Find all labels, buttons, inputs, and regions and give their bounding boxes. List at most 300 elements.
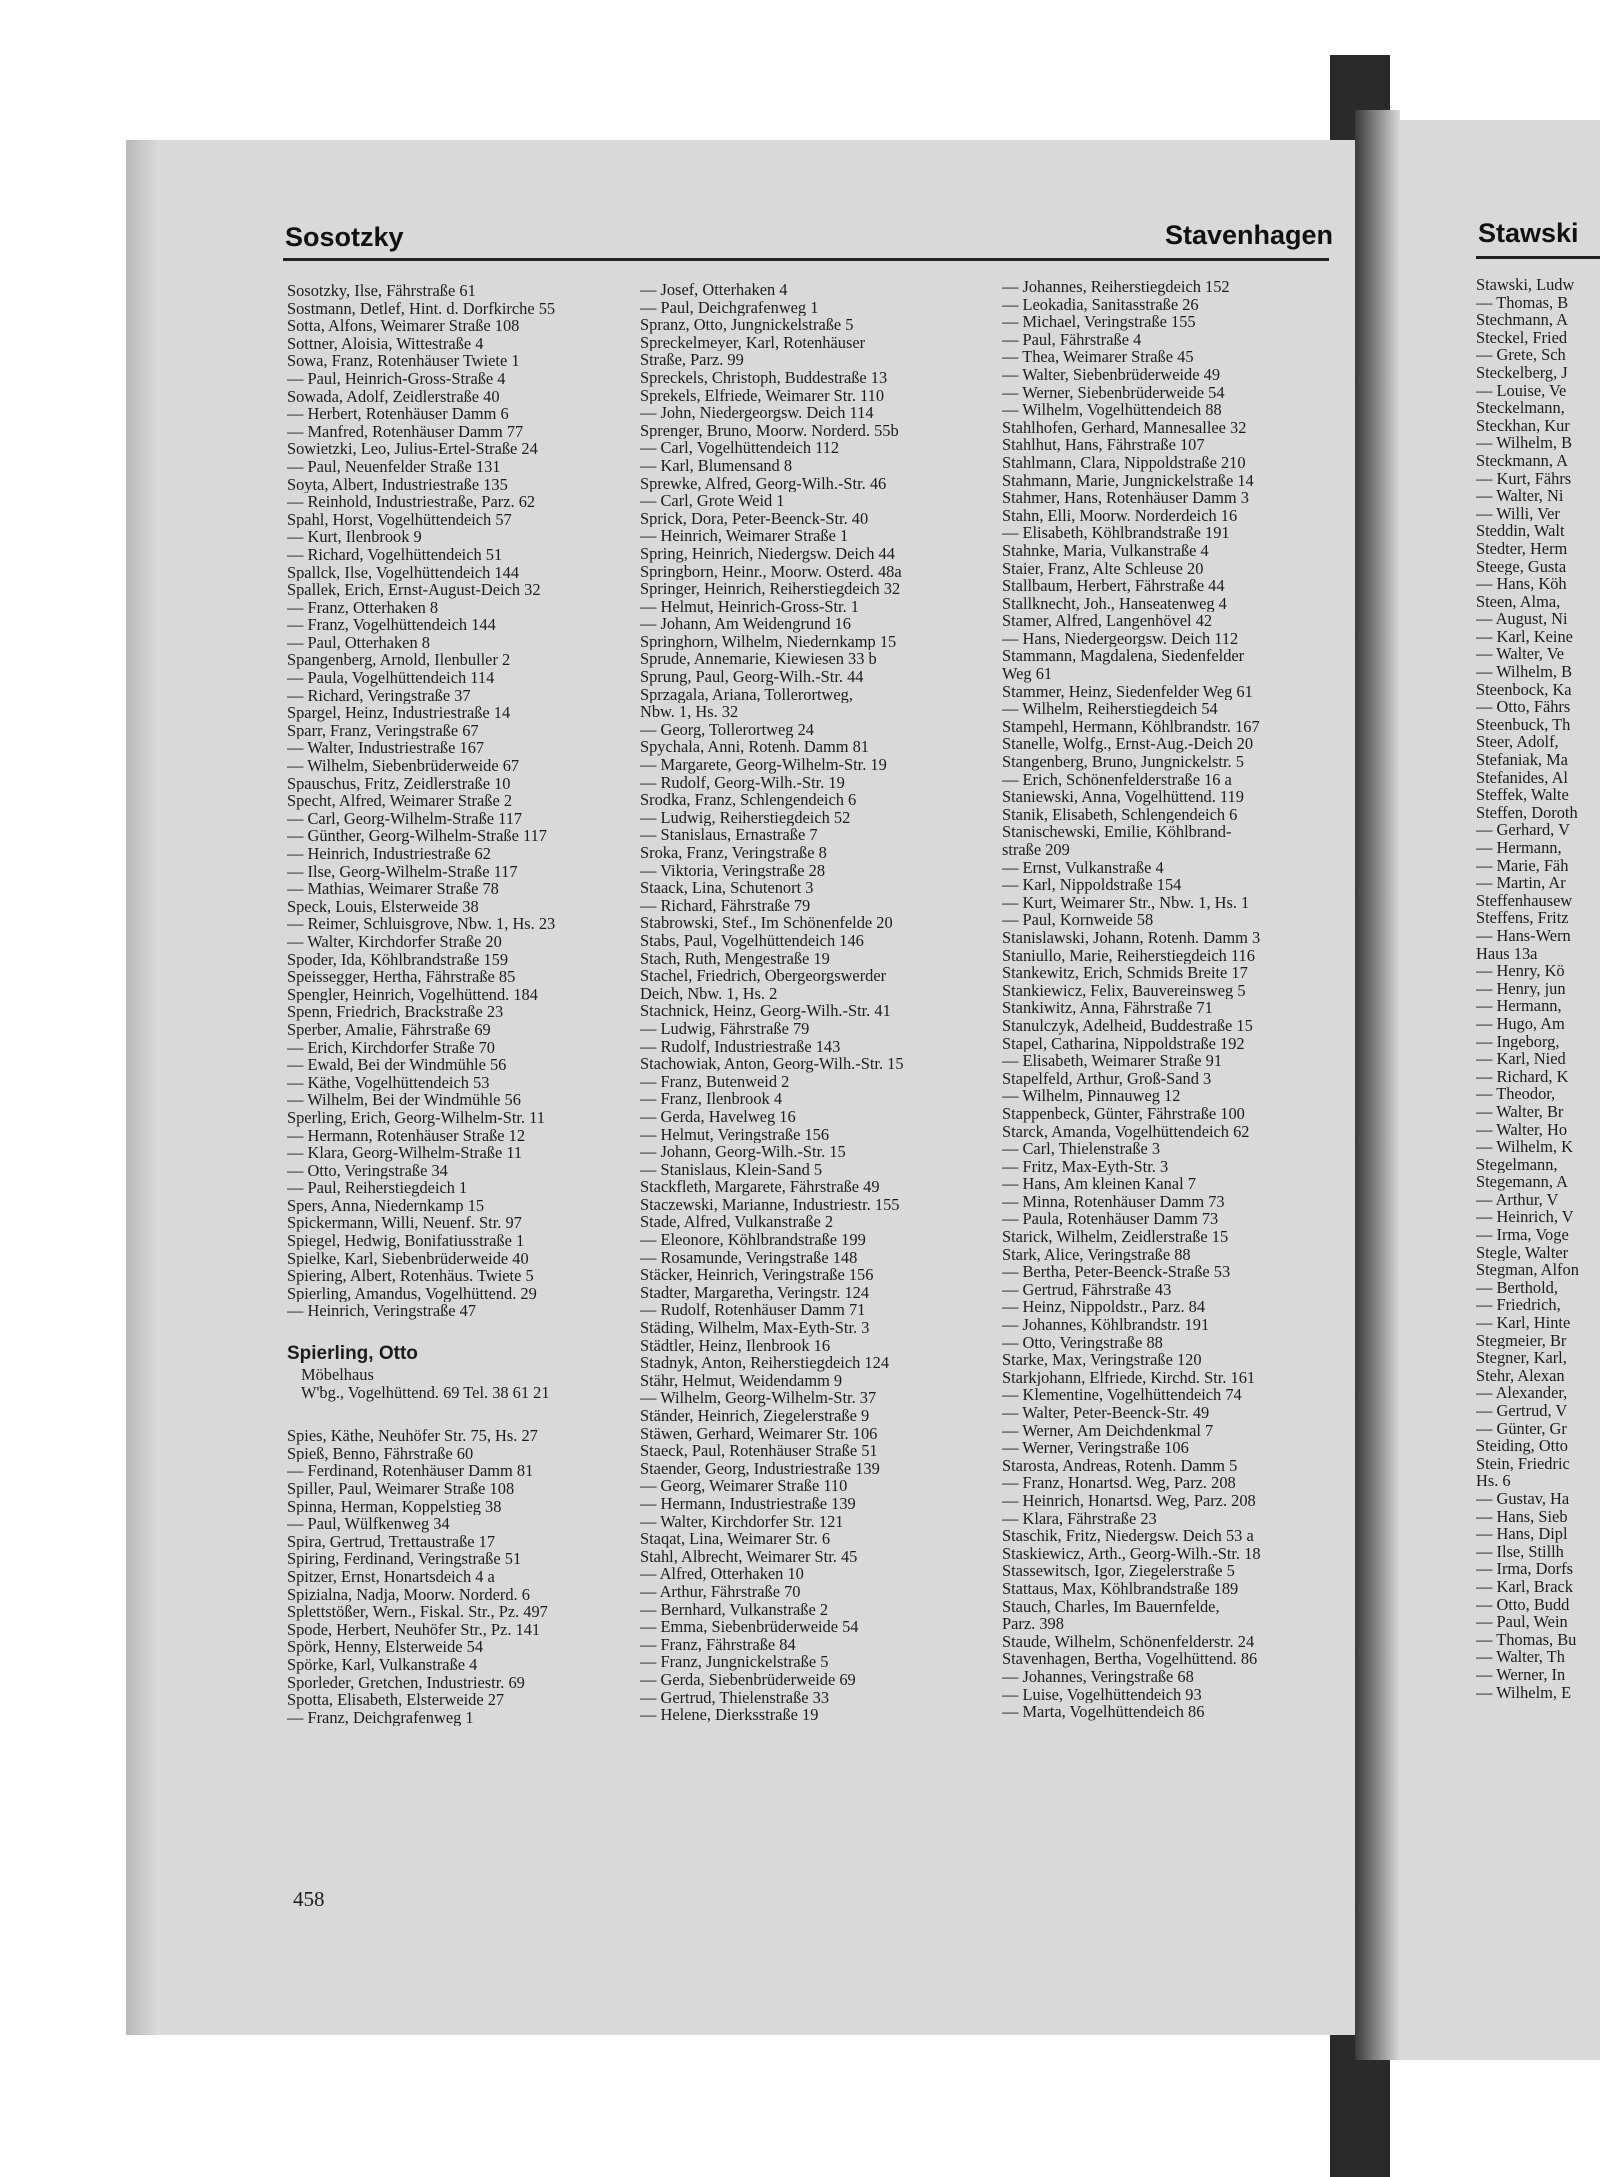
directory-entry: — Gerda, Havelweg 16 xyxy=(640,1107,796,1126)
directory-entry: Spörke, Karl, Vulkanstraße 4 xyxy=(287,1655,478,1674)
directory-entry: Spahl, Horst, Vogelhüttendeich 57 xyxy=(287,510,512,529)
directory-entry: — Johannes, Veringstraße 68 xyxy=(1002,1667,1194,1686)
directory-entry: — Paula, Rotenhäuser Damm 73 xyxy=(1002,1210,1219,1229)
directory-entry: Specht, Alfred, Weimarer Straße 2 xyxy=(287,792,513,810)
advert-line-1: Möbelhaus xyxy=(301,1365,374,1385)
directory-entry: Stabrowski, Stef., Im Schönenfelde 20 xyxy=(640,914,893,932)
directory-entry: — Franz, Fährstraße 84 xyxy=(640,1635,796,1654)
directory-entry: — Alexander, xyxy=(1476,1384,1568,1402)
directory-entry: — Walter, Ni xyxy=(1476,487,1564,505)
directory-entry: — Otto, Veringstraße 34 xyxy=(287,1161,448,1180)
directory-entry: — Ludwig, Reiherstiegdeich 52 xyxy=(640,808,851,827)
directory-entry: — Otto, Fährs xyxy=(1476,698,1571,716)
directory-entry: Stechmann, A xyxy=(1476,311,1568,329)
directory-entry: — Hermann, xyxy=(1476,839,1562,857)
directory-entry: Stangenberg, Bruno, Jungnickelstr. 5 xyxy=(1002,753,1244,771)
header-left: Sosotzky xyxy=(285,222,404,252)
directory-entry: — Mathias, Weimarer Straße 78 xyxy=(287,880,499,898)
directory-entry: — Paul, Deichgrafenweg 1 xyxy=(640,298,819,317)
directory-entry: Stahlmann, Clara, Nippoldstraße 210 xyxy=(1002,453,1246,472)
directory-entry: — Heinrich, V xyxy=(1476,1208,1574,1227)
directory-entry: Stabs, Paul, Vogelhüttendeich 146 xyxy=(640,931,864,950)
column-2 xyxy=(640,281,980,1724)
directory-entry: Stapelfeld, Arthur, Groß-Sand 3 xyxy=(1002,1069,1212,1088)
directory-entry: Hs. 6 xyxy=(1476,1472,1511,1490)
directory-entry: — Carl, Georg-Wilhelm-Straße 117 xyxy=(287,809,523,828)
directory-entry: — Franz, Butenweid 2 xyxy=(640,1072,790,1091)
directory-entry: Sprung, Paul, Georg-Wilh.-Str. 44 xyxy=(640,668,864,686)
directory-entry: Spangenberg, Arnold, Ilenbuller 2 xyxy=(287,651,511,670)
directory-entry: Spargel, Heinz, Industriestraße 14 xyxy=(287,704,511,722)
directory-entry: Sotta, Alfons, Weimarer Straße 108 xyxy=(287,317,520,335)
directory-entry: Staack, Lina, Schutenort 3 xyxy=(640,879,814,897)
directory-entry: Stapel, Catharina, Nippoldstraße 192 xyxy=(1002,1034,1245,1053)
directory-entry: Spielke, Karl, Siebenbrüderweide 40 xyxy=(287,1249,529,1268)
directory-entry: — Ilse, Stillh xyxy=(1476,1542,1564,1561)
column-1b-entries xyxy=(287,1427,617,1726)
directory-entry: — Heinrich, Veringstraße 47 xyxy=(287,1302,477,1321)
directory-entry: Stavenhagen, Bertha, Vogelhüttend. 86 xyxy=(1002,1650,1258,1668)
directory-entry: — Luise, Vogelhüttendeich 93 xyxy=(1002,1685,1202,1704)
directory-entry: — Paul, Kornweide 58 xyxy=(1002,911,1154,929)
page-edge-shadow xyxy=(126,140,158,2035)
directory-entry: Stahl, Albrecht, Weimarer Str. 45 xyxy=(640,1547,858,1566)
directory-entry: — Reimer, Schluisgrove, Nbw. 1, Hs. 23 xyxy=(287,915,556,933)
directory-entry: Stahnke, Maria, Vulkanstraße 4 xyxy=(1002,541,1209,560)
directory-entry: — Klementine, Vogelhüttendeich 74 xyxy=(1002,1386,1242,1404)
directory-entry: — Heinrich, Weimarer Straße 1 xyxy=(640,527,849,545)
directory-entry: Springer, Heinrich, Reiherstiegdeich 32 xyxy=(640,580,901,598)
directory-entry: Sowada, Adolf, Zeidlerstraße 40 xyxy=(287,387,500,406)
directory-entry: Stallbaum, Herbert, Fährstraße 44 xyxy=(1002,577,1225,595)
directory-entry: Staender, Georg, Industriestraße 139 xyxy=(640,1459,880,1478)
directory-entry: — Paul, Neuenfelder Straße 131 xyxy=(287,457,501,476)
directory-entry: — Helene, Dierksstraße 19 xyxy=(640,1706,819,1724)
directory-entry: Steer, Adolf, xyxy=(1476,733,1559,752)
directory-entry: — Hugo, Am xyxy=(1476,1014,1565,1033)
directory-entry: Sprewke, Alfred, Georg-Wilh.-Str. 46 xyxy=(640,474,887,493)
directory-entry: — Johann, Georg-Wilh.-Str. 15 xyxy=(640,1143,846,1161)
directory-entry: — August, Ni xyxy=(1476,610,1568,628)
directory-entry: — Thomas, Bu xyxy=(1476,1630,1577,1649)
directory-entry: — Paul, Wein xyxy=(1476,1613,1568,1631)
directory-entry: Weg 61 xyxy=(1002,665,1053,683)
directory-entry: — Paul, Wülfkenweg 34 xyxy=(287,1515,450,1533)
directory-entry: Stankiewicz, Felix, Bauvereinsweg 5 xyxy=(1002,981,1246,1000)
directory-entry: — Arthur, V xyxy=(1476,1190,1559,1209)
directory-entry: Stanulczyk, Adelheid, Buddestraße 15 xyxy=(1002,1016,1253,1035)
directory-entry: — Johannes, Reiherstiegdeich 152 xyxy=(1002,278,1230,296)
directory-entry: Steckel, Fried xyxy=(1476,328,1568,347)
directory-entry: — Franz, Honartsd. Weg, Parz. 208 xyxy=(1002,1474,1236,1492)
directory-entry: — Hans, Dipl xyxy=(1476,1525,1568,1543)
directory-entry: — Walter, Kirchdorfer Str. 121 xyxy=(640,1512,844,1531)
directory-entry: Stegmeier, Br xyxy=(1476,1331,1567,1350)
directory-entry: — Thea, Weimarer Straße 45 xyxy=(1002,348,1194,366)
directory-entry: Staude, Wilhelm, Schönenfelderstr. 24 xyxy=(1002,1632,1255,1651)
directory-entry: — Karl, Nippoldstraße 154 xyxy=(1002,876,1182,894)
directory-entry: Spallek, Erich, Ernst-August-Deich 32 xyxy=(287,581,541,599)
directory-entry: — Hans, Sieb xyxy=(1476,1507,1568,1526)
directory-entry: — Georg, Tollerortweg 24 xyxy=(640,720,814,739)
directory-entry: — Paul, Fährstraße 4 xyxy=(1002,330,1142,349)
directory-entry: — Josef, Otterhaken 4 xyxy=(640,281,788,299)
directory-entry: Stahlhofen, Gerhard, Mannesallee 32 xyxy=(1002,418,1247,437)
directory-entry: — Franz, Jungnickelstraße 5 xyxy=(640,1653,829,1671)
directory-entry: — Henry, Kö xyxy=(1476,962,1565,980)
directory-entry: — Klara, Fährstraße 23 xyxy=(1002,1509,1157,1528)
column-4 xyxy=(1476,276,1600,1701)
directory-entry: — Otto, Veringstraße 88 xyxy=(1002,1333,1163,1352)
directory-entry: Sprekels, Elfriede, Weimarer Str. 110 xyxy=(640,386,885,405)
directory-entry: Stauch, Charles, Im Bauernfelde, xyxy=(1002,1597,1220,1616)
directory-entry: — Ferdinand, Rotenhäuser Damm 81 xyxy=(287,1462,534,1480)
directory-entry: Steffek, Walte xyxy=(1476,786,1569,804)
directory-entry: Stassewitsch, Igor, Ziegelerstraße 5 xyxy=(1002,1562,1235,1580)
directory-entry: Stankewitz, Erich, Schmids Breite 17 xyxy=(1002,964,1248,982)
directory-entry: Steckmann, A xyxy=(1476,451,1568,470)
directory-entry: — Helmut, Veringstraße 156 xyxy=(640,1125,830,1144)
directory-entry: — Franz, Vogelhüttendeich 144 xyxy=(287,616,496,634)
directory-entry: Srodka, Franz, Schlengendeich 6 xyxy=(640,791,857,809)
directory-entry: Spoder, Ida, Köhlbrandstraße 159 xyxy=(287,950,509,969)
directory-entry: Steenbock, Ka xyxy=(1476,680,1572,699)
directory-entry: Steiding, Otto xyxy=(1476,1437,1568,1455)
directory-entry: Städtler, Heinz, Ilenbrook 16 xyxy=(640,1336,831,1355)
directory-entry: Steckelberg, J xyxy=(1476,363,1568,382)
directory-entry: — John, Niedergeorgsw. Deich 114 xyxy=(640,404,874,422)
directory-entry: — Leokadia, Sanitasstraße 26 xyxy=(1002,295,1199,314)
directory-entry: — Walter, Ho xyxy=(1476,1120,1568,1139)
directory-entry: — Wilhelm, B xyxy=(1476,663,1573,681)
directory-entry: — Bernhard, Vulkanstraße 2 xyxy=(640,1600,829,1619)
directory-entry: Starick, Wilhelm, Zeidlerstraße 15 xyxy=(1002,1228,1229,1246)
directory-entry: Spychala, Anni, Rotenh. Damm 81 xyxy=(640,738,869,757)
directory-entry: Staskiewicz, Arth., Georg-Wilh.-Str. 18 xyxy=(1002,1544,1261,1563)
directory-entry: — Kurt, Fährs xyxy=(1476,469,1572,488)
directory-entry: Stäwen, Gerhard, Weimarer Str. 106 xyxy=(640,1424,878,1443)
directory-entry: Steffens, Fritz xyxy=(1476,909,1569,927)
directory-entry: Steckhan, Kur xyxy=(1476,416,1570,435)
directory-entry: Stark, Alice, Veringstraße 88 xyxy=(1002,1245,1191,1264)
directory-entry: Staniewski, Anna, Vogelhüttend. 119 xyxy=(1002,788,1244,806)
directory-entry: Stampehl, Hermann, Köhlbrandstr. 167 xyxy=(1002,717,1260,736)
directory-entry: — Hermann, Rotenhäuser Straße 12 xyxy=(287,1126,526,1145)
directory-entry: Stegle, Walter xyxy=(1476,1243,1569,1262)
directory-entry: — Karl, Hinte xyxy=(1476,1314,1571,1332)
directory-entry: — Wilhelm, Georg-Wilhelm-Str. 37 xyxy=(640,1389,877,1407)
directory-entry: — Margarete, Georg-Wilhelm-Str. 19 xyxy=(640,756,887,774)
directory-entry: Stach, Ruth, Mengestraße 19 xyxy=(640,949,830,968)
directory-entry: Splettstößer, Wern., Fiskal. Str., Pz. 497 xyxy=(287,1603,548,1621)
directory-entry: — Karl, Keine xyxy=(1476,627,1573,646)
directory-entry: — Wilhelm, Reiherstiegdeich 54 xyxy=(1002,700,1218,718)
directory-entry: — Hans, Köh xyxy=(1476,575,1567,593)
directory-entry: — Eleonore, Köhlbrandstraße 199 xyxy=(640,1231,866,1249)
directory-entry: — Rudolf, Industriestraße 143 xyxy=(640,1037,841,1056)
directory-entry: — Walter, Kirchdorfer Straße 20 xyxy=(287,932,502,951)
directory-entry: Springborn, Heinr., Moorw. Osterd. 48a xyxy=(640,562,902,581)
directory-entry: — Gerda, Siebenbrüderweide 69 xyxy=(640,1670,856,1689)
directory-entry: — Werner, Siebenbrüderweide 54 xyxy=(1002,383,1225,402)
directory-entry: — Wilhelm, Bei der Windmühle 56 xyxy=(287,1091,521,1109)
directory-entry: Stahmer, Hans, Rotenhäuser Damm 3 xyxy=(1002,489,1249,507)
directory-entry: Spinna, Herman, Koppelstieg 38 xyxy=(287,1497,502,1516)
directory-entry: — Bertha, Peter-Beenck-Straße 53 xyxy=(1002,1263,1231,1281)
directory-entry: Sosotzky, Ilse, Fährstraße 61 xyxy=(287,282,476,300)
directory-entry: Spira, Gertrud, Trettaustraße 17 xyxy=(287,1532,496,1551)
directory-entry: Spiring, Ferdinand, Veringstraße 51 xyxy=(287,1550,522,1568)
directory-entry: Stankiwitz, Anna, Fährstraße 71 xyxy=(1002,999,1213,1017)
directory-entry: Stegner, Karl, xyxy=(1476,1349,1567,1367)
directory-entry: Sporleder, Gretchen, Industriestr. 69 xyxy=(287,1673,525,1692)
directory-entry: Starck, Amanda, Vogelhüttendeich 62 xyxy=(1002,1122,1250,1141)
directory-entry: Stamer, Alfred, Langenhövel 42 xyxy=(1002,612,1213,630)
directory-entry: Stawski, Ludw xyxy=(1476,276,1575,294)
directory-entry: — Werner, In xyxy=(1476,1665,1566,1684)
header-rule-right xyxy=(1476,256,1600,259)
directory-entry: — Louise, Ve xyxy=(1476,381,1567,400)
directory-entry: — Minna, Rotenhäuser Damm 73 xyxy=(1002,1192,1225,1211)
spierling-advert xyxy=(287,1342,617,1401)
directory-entry: — Hermann, xyxy=(1476,997,1562,1015)
directory-entry: — Käthe, Vogelhüttendeich 53 xyxy=(287,1073,490,1092)
directory-entry: — Erich, Kirchdorfer Straße 70 xyxy=(287,1038,495,1057)
directory-entry: Steffen, Doroth xyxy=(1476,803,1578,822)
directory-entry: — Karl, Brack xyxy=(1476,1577,1573,1596)
directory-entry: — Günter, Gr xyxy=(1476,1419,1567,1438)
book-gutter xyxy=(1355,110,1400,2060)
directory-entry: — Paul, Reiherstiegdeich 1 xyxy=(287,1179,468,1197)
directory-entry: — Karl, Blumensand 8 xyxy=(640,456,793,475)
directory-entry: Spring, Heinrich, Niedergsw. Deich 44 xyxy=(640,544,895,563)
directory-entry: — Walter, Th xyxy=(1476,1648,1565,1666)
directory-entry: — Gertrud, Thielenstraße 33 xyxy=(640,1688,830,1707)
directory-entry: — Walter, Industriestraße 167 xyxy=(287,739,485,758)
directory-entry: — Walter, Peter-Beenck-Str. 49 xyxy=(1002,1404,1210,1422)
directory-entry: — Arthur, Fährstraße 70 xyxy=(640,1582,801,1601)
directory-entry: — Günther, Georg-Wilhelm-Straße 117 xyxy=(287,827,547,845)
directory-entry: — Werner, Veringstraße 106 xyxy=(1002,1439,1189,1457)
directory-entry: — Wilhelm, K xyxy=(1476,1138,1573,1156)
directory-entry: Staniullo, Marie, Reiherstiegdeich 116 xyxy=(1002,946,1255,965)
directory-entry: Spierling, Amandus, Vogelhüttend. 29 xyxy=(287,1284,537,1303)
directory-entry: Spies, Käthe, Neuhöfer Str. 75, Hs. 27 xyxy=(287,1427,538,1445)
directory-entry: Stahmann, Marie, Jungnickelstraße 14 xyxy=(1002,471,1254,490)
directory-entry: — Wilhelm, B xyxy=(1476,434,1573,452)
directory-entry: — Johann, Am Weidengrund 16 xyxy=(640,615,851,633)
directory-entry: Stegemann, A xyxy=(1476,1173,1568,1191)
directory-entry: Stappenbeck, Günter, Fährstraße 100 xyxy=(1002,1104,1245,1123)
directory-entry: — Kurt, Weimarer Str., Nbw. 1, Hs. 1 xyxy=(1002,893,1250,912)
directory-entry: — Franz, Otterhaken 8 xyxy=(287,598,439,617)
directory-entry: Stackfleth, Margarete, Fährstraße 49 xyxy=(640,1178,880,1196)
directory-entry: Sprzagala, Ariana, Tollerortweg, xyxy=(640,685,853,704)
directory-entry: Stahlhut, Hans, Fährstraße 107 xyxy=(1002,436,1205,454)
directory-entry: — Reinhold, Industriestraße, Parz. 62 xyxy=(287,493,536,511)
directory-entry: Stachnick, Heinz, Georg-Wilh.-Str. 41 xyxy=(640,1002,891,1020)
directory-entry: — Hermann, Industriestraße 139 xyxy=(640,1494,856,1513)
directory-entry: Stegman, Alfon xyxy=(1476,1261,1579,1279)
directory-entry: — Hans, Am kleinen Kanal 7 xyxy=(1002,1175,1196,1193)
directory-entry: Spauschus, Fritz, Zeidlerstraße 10 xyxy=(287,774,511,793)
column-1-entries xyxy=(287,282,617,1320)
directory-entry: Stanik, Elisabeth, Schlengendeich 6 xyxy=(1002,805,1238,824)
directory-entry: Stachel, Friedrich, Obergeorgswerder xyxy=(640,967,887,985)
directory-entry: Stanischewski, Emilie, Köhlbrand- xyxy=(1002,823,1232,841)
directory-entry: — Georg, Weimarer Straße 110 xyxy=(640,1477,848,1495)
directory-entry: Stallknecht, Joh., Hanseatenweg 4 xyxy=(1002,594,1227,613)
directory-entry: Stammer, Heinz, Siedenfelder Weg 61 xyxy=(1002,682,1253,701)
directory-entry: Staczewski, Marianne, Industriestr. 155 xyxy=(640,1195,900,1214)
directory-entry: Steen, Alma, xyxy=(1476,592,1561,611)
directory-entry: Stefaniak, Ma xyxy=(1476,751,1568,769)
directory-entry: Sprenger, Bruno, Moorw. Norderd. 55b xyxy=(640,421,899,440)
directory-entry: Staier, Franz, Alte Schleuse 20 xyxy=(1002,559,1204,578)
directory-entry: — Thomas, B xyxy=(1476,293,1569,312)
directory-entry: — Wilhelm, Vogelhüttendeich 88 xyxy=(1002,401,1222,419)
directory-entry: — Ernst, Vulkanstraße 4 xyxy=(1002,858,1164,877)
directory-entry: — Rosamunde, Veringstraße 148 xyxy=(640,1248,858,1267)
directory-entry: Steenbuck, Th xyxy=(1476,715,1571,734)
directory-entry: Starkjohann, Elfriede, Kirchd. Str. 161 xyxy=(1002,1368,1256,1387)
directory-entry: — Manfred, Rotenhäuser Damm 77 xyxy=(287,422,524,441)
directory-entry: — Carl, Thielenstraße 3 xyxy=(1002,1140,1161,1158)
directory-entry: — Ingeborg, xyxy=(1476,1032,1560,1051)
directory-entry: — Heinz, Nippoldstr., Parz. 84 xyxy=(1002,1298,1206,1317)
directory-entry: — Stanislaus, Ernastraße 7 xyxy=(640,826,818,844)
directory-entry: Stedter, Herm xyxy=(1476,539,1568,558)
directory-entry: Spreckelmeyer, Karl, Rotenhäuser xyxy=(640,333,866,352)
directory-entry: Stadnyk, Anton, Reiherstiegdeich 124 xyxy=(640,1354,890,1372)
directory-entry: — Irma, Voge xyxy=(1476,1226,1569,1244)
directory-entry: — Fritz, Max-Eyth-Str. 3 xyxy=(1002,1157,1169,1176)
directory-entry: — Richard, Vogelhüttendeich 51 xyxy=(287,545,503,564)
directory-entry: Starosta, Andreas, Rotenh. Damm 5 xyxy=(1002,1456,1238,1475)
directory-entry: Parz. 398 xyxy=(1002,1615,1064,1633)
directory-entry: — Richard, K xyxy=(1476,1067,1569,1086)
directory-entry: Steddin, Walt xyxy=(1476,522,1565,540)
directory-entry: Stade, Alfred, Vulkanstraße 2 xyxy=(640,1213,834,1232)
directory-entry: Staqat, Lina, Weimarer Str. 6 xyxy=(640,1530,831,1548)
directory-entry: Straße, Parz. 99 xyxy=(640,351,744,369)
directory-entry: — Carl, Vogelhüttendeich 112 xyxy=(640,439,840,457)
directory-entry: Spizialna, Nadja, Moorw. Norderd. 6 xyxy=(287,1585,530,1604)
directory-entry: Spranz, Otto, Jungnickelstraße 5 xyxy=(640,316,854,334)
directory-entry: — Heinrich, Honartsd. Weg, Parz. 208 xyxy=(1002,1491,1256,1510)
directory-entry: Sowietzki, Leo, Julius-Ertel-Straße 24 xyxy=(287,440,538,458)
directory-entry: Stefanides, Al xyxy=(1476,768,1568,787)
directory-entry: Staschik, Fritz, Niedergsw. Deich 53 a xyxy=(1002,1527,1254,1545)
directory-entry: — Berthold, xyxy=(1476,1278,1558,1297)
directory-entry: Starke, Max, Veringstraße 120 xyxy=(1002,1351,1202,1369)
directory-entry: — Willi, Ver xyxy=(1476,504,1560,523)
directory-entry: — Paula, Vogelhüttendeich 114 xyxy=(287,669,495,687)
directory-entry: — Helmut, Heinrich-Gross-Str. 1 xyxy=(640,597,859,616)
directory-entry: — Wilhelm, Siebenbrüderweide 67 xyxy=(287,757,520,775)
directory-entry: — Rudolf, Rotenhäuser Damm 71 xyxy=(640,1301,866,1320)
directory-entry: — Wilhelm, Pinnauweg 12 xyxy=(1002,1087,1181,1105)
directory-entry: — Carl, Grote Weid 1 xyxy=(640,492,785,510)
directory-entry: Spiller, Paul, Weimarer Straße 108 xyxy=(287,1480,515,1498)
directory-entry: — Johannes, Köhlbrandstr. 191 xyxy=(1002,1316,1210,1334)
directory-entry: Stammann, Magdalena, Siedenfelder xyxy=(1002,647,1245,666)
directory-entry: — Richard, Fährstraße 79 xyxy=(640,896,811,915)
directory-entry: Spotta, Elisabeth, Elsterweide 27 xyxy=(287,1691,505,1709)
directory-entry: — Kurt, Ilenbrook 9 xyxy=(287,528,422,546)
directory-entry: Speck, Louis, Elsterweide 38 xyxy=(287,897,479,916)
directory-entry: — Franz, Deichgrafenweg 1 xyxy=(287,1708,474,1727)
directory-entry: — Gerhard, V xyxy=(1476,821,1570,839)
directory-entry: Stähr, Helmut, Weidendamm 9 xyxy=(640,1371,843,1390)
directory-entry: Ständer, Heinrich, Ziegelerstraße 9 xyxy=(640,1407,870,1425)
directory-entry: Sottner, Aloisia, Wittestraße 4 xyxy=(287,334,484,353)
directory-entry: Spengler, Heinrich, Vogelhüttend. 184 xyxy=(287,985,538,1004)
directory-entry: Spörk, Henny, Elsterweide 54 xyxy=(287,1638,484,1656)
directory-entry: Stahn, Elli, Moorw. Norderdeich 16 xyxy=(1002,506,1238,525)
directory-entry: Stehr, Alexan xyxy=(1476,1366,1565,1385)
directory-entry: Staeck, Paul, Rotenhäuser Straße 51 xyxy=(640,1442,878,1460)
directory-entry: Steege, Gusta xyxy=(1476,557,1567,576)
directory-entry: — Henry, jun xyxy=(1476,979,1566,998)
directory-entry: — Viktoria, Veringstraße 28 xyxy=(640,861,826,880)
directory-entry: Sperling, Erich, Georg-Wilhelm-Str. 11 xyxy=(287,1108,545,1127)
directory-entry: — Grete, Sch xyxy=(1476,346,1566,364)
directory-entry: Stäcker, Heinrich, Veringstraße 156 xyxy=(640,1266,874,1284)
advert-name: Spierling, Otto xyxy=(287,1343,418,1365)
directory-entry: Sostmann, Detlef, Hint. d. Dorfkirche 55 xyxy=(287,299,556,318)
directory-entry: — Theodor, xyxy=(1476,1085,1556,1103)
directory-entry: Sparr, Franz, Veringstraße 67 xyxy=(287,721,479,740)
directory-entry: Steckelmann, xyxy=(1476,399,1565,417)
directory-entry: — Walter, Siebenbrüderweide 49 xyxy=(1002,365,1221,384)
header-rule xyxy=(283,258,1329,261)
advert-line-2: W'bg., Vogelhüttend. 69 Tel. 38 61 21 xyxy=(301,1382,550,1402)
header-right: Stawski xyxy=(1478,218,1579,248)
directory-entry: — Gertrud, V xyxy=(1476,1402,1568,1420)
directory-entry: — Walter, Br xyxy=(1476,1102,1564,1121)
directory-entry: Nbw. 1, Hs. 32 xyxy=(640,703,739,721)
directory-entry: — Elisabeth, Köhlbrandstraße 191 xyxy=(1002,524,1230,542)
directory-entry: — Herbert, Rotenhäuser Damm 6 xyxy=(287,405,509,423)
directory-entry: Haus 13a xyxy=(1476,944,1538,963)
directory-entry: — Paul, Heinrich-Gross-Straße 4 xyxy=(287,369,506,388)
directory-entry: — Stanislaus, Klein-Sand 5 xyxy=(640,1160,823,1179)
directory-entry: Speissegger, Hertha, Fährstraße 85 xyxy=(287,968,516,986)
directory-entry: — Walter, Ve xyxy=(1476,645,1565,664)
directory-entry: — Rudolf, Georg-Wilh.-Str. 19 xyxy=(640,773,845,792)
header-center: Stavenhagen xyxy=(1165,220,1334,250)
directory-entry: — Ewald, Bei der Windmühle 56 xyxy=(287,1056,507,1074)
page-number: 458 xyxy=(293,1887,325,1911)
directory-entry: Sroka, Franz, Veringstraße 8 xyxy=(640,844,827,862)
directory-entry: — Ludwig, Fährstraße 79 xyxy=(640,1019,810,1038)
directory-entry: Stattaus, Max, Köhlbrandstraße 189 xyxy=(1002,1579,1239,1598)
directory-entry: — Irma, Dorfs xyxy=(1476,1560,1573,1578)
directory-entry: — Karl, Nied xyxy=(1476,1050,1566,1068)
directory-entry: — Gertrud, Fährstraße 43 xyxy=(1002,1280,1172,1299)
directory-entry: — Klara, Georg-Wilhelm-Straße 11 xyxy=(287,1144,523,1162)
directory-entry: Spickermann, Willi, Neuenf. Str. 97 xyxy=(287,1214,522,1233)
directory-entry: — Martin, Ar xyxy=(1476,874,1566,892)
directory-entry: — Alfred, Otterhaken 10 xyxy=(640,1565,804,1583)
directory-entry: — Otto, Budd xyxy=(1476,1595,1570,1614)
directory-entry: — Franz, Ilenbrook 4 xyxy=(640,1090,783,1108)
directory-entry: — Heinrich, Industriestraße 62 xyxy=(287,845,491,863)
column-3 xyxy=(1002,278,1342,1721)
directory-entry: Stachowiak, Anton, Georg-Wilh.-Str. 15 xyxy=(640,1055,904,1073)
directory-entry: Spallck, Ilse, Vogelhüttendeich 144 xyxy=(287,563,520,582)
